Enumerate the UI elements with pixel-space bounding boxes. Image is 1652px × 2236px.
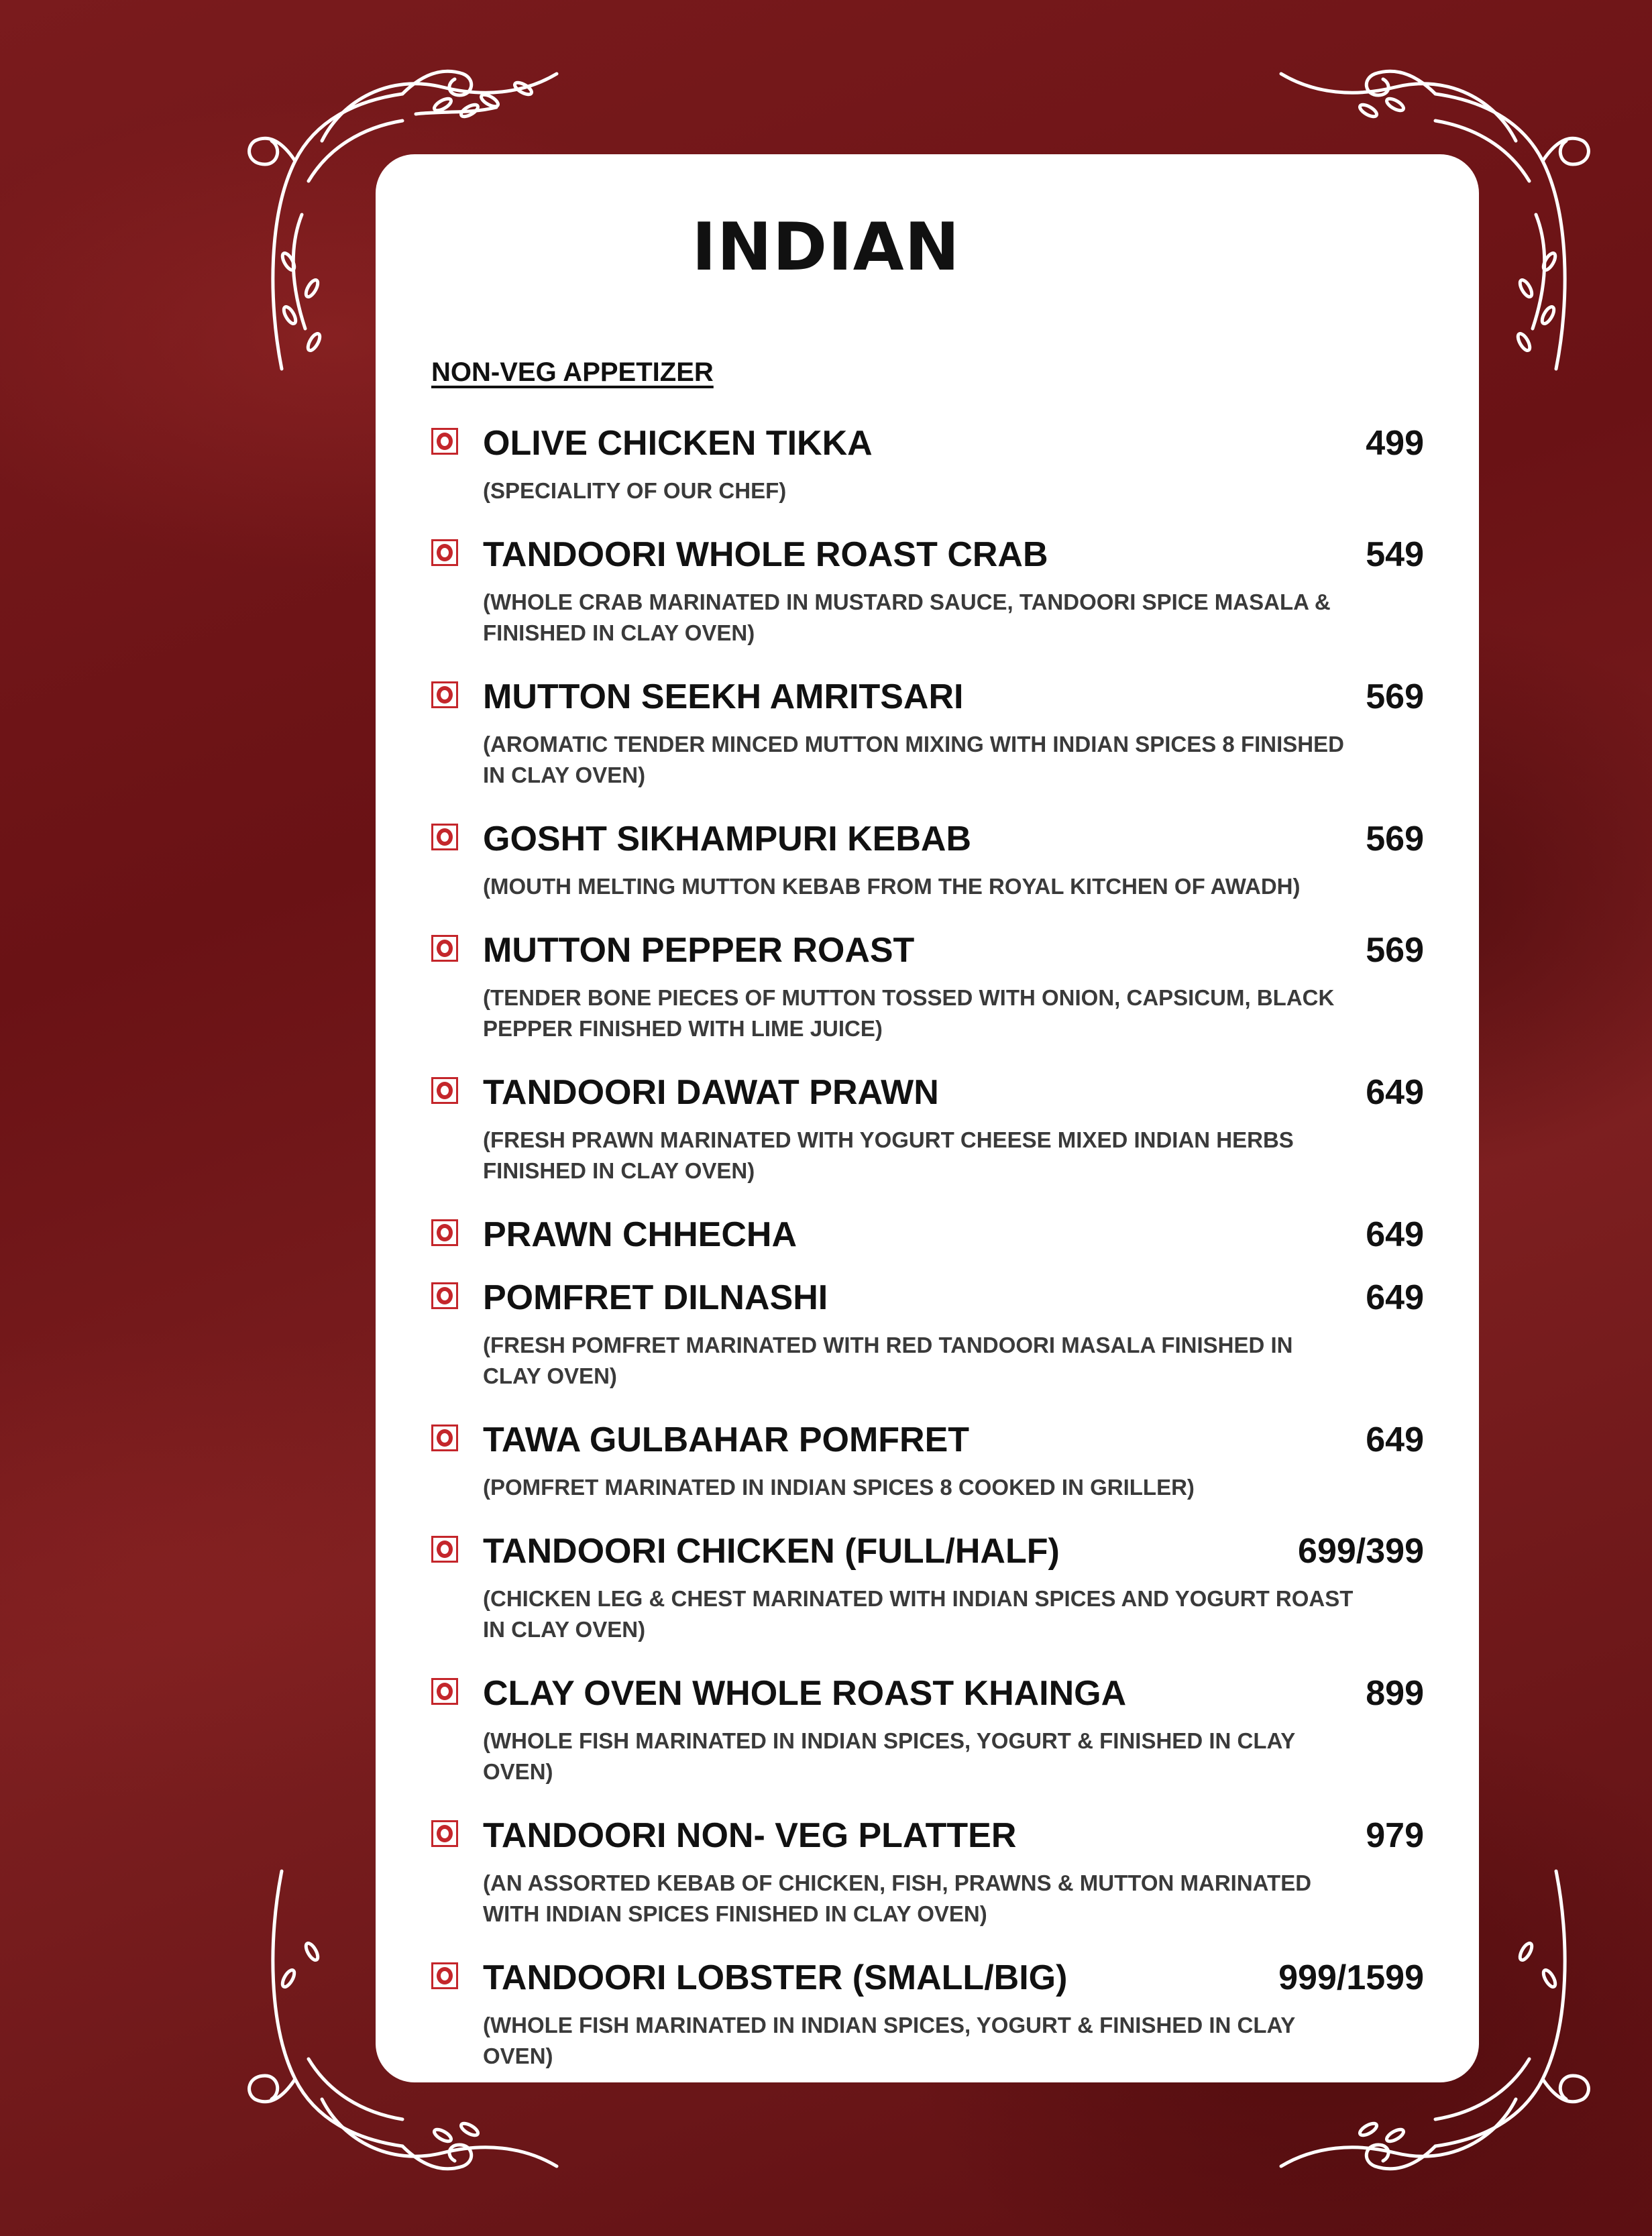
menu-item-description: (WHOLE FISH MARINATED IN INDIAN SPICES, YOGURT & FINISHED IN CLAY OVEN) <box>483 2013 1295 2068</box>
menu-item-name: TANDOORI CHICKEN (FULL/HALF) <box>483 1532 1060 1571</box>
non-veg-symbol-icon <box>431 1962 458 1989</box>
menu-item-name: POMFRET DILNASHI <box>483 1278 828 1317</box>
menu-item-price: 499 <box>1366 424 1424 463</box>
menu-item-price: 979 <box>1366 1816 1424 1855</box>
menu-item-header <box>483 1068 1424 1115</box>
page-title: INDIAN <box>692 209 960 286</box>
menu-item <box>431 1274 1424 1392</box>
menu-item-header <box>483 1669 1424 1716</box>
menu-item-name: TANDOORI WHOLE ROAST CRAB <box>483 535 1048 574</box>
section-heading: NON-VEG APPETIZER <box>431 357 714 387</box>
menu-item-header <box>483 1811 1424 1858</box>
non-veg-symbol-icon <box>431 1424 458 1451</box>
non-veg-symbol-icon <box>431 539 458 566</box>
menu-item-header <box>483 673 1424 720</box>
menu-item-name: PRAWN CHHECHA <box>483 1215 797 1254</box>
menu-item-description: (AROMATIC TENDER MINCED MUTTON MIXING WITH INDIAN SPICES 8 FINISHED IN CLAY OVEN) <box>483 732 1344 787</box>
menu-item-price: 649 <box>1366 1073 1424 1112</box>
menu-item-description: (FRESH POMFRET MARINATED WITH RED TANDOORI MASALA FINISHED IN CLAY OVEN) <box>483 1333 1293 1388</box>
non-veg-symbol-icon <box>431 1820 458 1847</box>
menu-item <box>431 1669 1424 1787</box>
menu-item-name: TANDOORI LOBSTER (SMALL/BIG) <box>483 1958 1068 1997</box>
menu-item-list <box>431 419 1424 2096</box>
non-veg-symbol-icon <box>431 1219 458 1246</box>
menu-item-header <box>483 1274 1424 1321</box>
menu-item-price: 649 <box>1366 1420 1424 1459</box>
menu-item-description: (SPECIALITY OF OUR CHEF) <box>483 478 787 503</box>
menu-item-description: (POMFRET MARINATED IN INDIAN SPICES 8 COOKED IN GRILLER) <box>483 1475 1195 1500</box>
non-veg-symbol-icon <box>431 681 458 708</box>
menu-item <box>431 1068 1424 1186</box>
menu-item-header <box>483 530 1424 577</box>
menu-item-header <box>483 1527 1424 1574</box>
non-veg-symbol-icon <box>431 824 458 850</box>
menu-item-name: TANDOORI DAWAT PRAWN <box>483 1073 939 1112</box>
non-veg-symbol-icon <box>431 935 458 962</box>
menu-item-name: MUTTON PEPPER ROAST <box>483 931 915 970</box>
menu-item <box>431 1416 1424 1503</box>
non-veg-symbol-icon <box>431 1678 458 1705</box>
menu-item-description: (MOUTH MELTING MUTTON KEBAB FROM THE ROYAL KITCHEN OF AWADH) <box>483 874 1301 899</box>
menu-item-price: 569 <box>1366 820 1424 858</box>
menu-item-price: 699/399 <box>1298 1532 1424 1571</box>
menu-item-price: 899 <box>1366 1674 1424 1713</box>
menu-item-price: 649 <box>1366 1278 1424 1317</box>
menu-item-description: (TENDER BONE PIECES OF MUTTON TOSSED WITH ONION, CAPSICUM, BLACK PEPPER FINISHED WITH LIME JUICE) <box>483 985 1335 1041</box>
non-veg-symbol-icon <box>431 1282 458 1309</box>
menu-item-header <box>483 419 1424 466</box>
menu-item-description: (FRESH PRAWN MARINATED WITH YOGURT CHEESE MIXED INDIAN HERBS FINISHED IN CLAY OVEN) <box>483 1127 1294 1183</box>
menu-item-description: (AN ASSORTED KEBAB OF CHICKEN, FISH, PRAWNS & MUTTON MARINATED WITH INDIAN SPICES FINISHED IN CLAY OVEN) <box>483 1870 1312 1926</box>
menu-item-price: 999/1599 <box>1278 1958 1424 1997</box>
menu-item-name: CLAY OVEN WHOLE ROAST KHAINGA <box>483 1674 1127 1713</box>
menu-item <box>431 1527 1424 1645</box>
non-veg-symbol-icon <box>431 1536 458 1563</box>
menu-item-price: 569 <box>1366 931 1424 970</box>
menu-item <box>431 673 1424 791</box>
menu-item-header <box>483 926 1424 973</box>
menu-item-price: 649 <box>1366 1215 1424 1254</box>
non-veg-symbol-icon <box>431 428 458 455</box>
menu-item <box>431 815 1424 902</box>
menu-item-header <box>483 1416 1424 1463</box>
menu-item <box>431 530 1424 649</box>
menu-item-description: (CHICKEN LEG & CHEST MARINATED WITH INDIAN SPICES AND YOGURT ROAST IN CLAY OVEN) <box>483 1586 1354 1642</box>
menu-item-header <box>483 1211 1424 1257</box>
menu-item-header <box>483 815 1424 862</box>
menu-item <box>431 419 1424 506</box>
menu-item <box>431 1811 1424 1930</box>
menu-item-name: GOSHT SIKHAMPURI KEBAB <box>483 820 972 858</box>
menu-item-name: TAWA GULBAHAR POMFRET <box>483 1420 970 1459</box>
menu-item-name: TANDOORI NON- VEG PLATTER <box>483 1816 1017 1855</box>
menu-item-description: (WHOLE CRAB MARINATED IN MUSTARD SAUCE, TANDOORI SPICE MASALA & FINISHED IN CLAY OVEN) <box>483 590 1331 645</box>
menu-item <box>431 1954 1424 2072</box>
menu-item-header <box>483 1954 1424 2001</box>
menu-item-description: (WHOLE FISH MARINATED IN INDIAN SPICES, YOGURT & FINISHED IN CLAY OVEN) <box>483 1728 1295 1784</box>
menu-item-name: MUTTON SEEKH AMRITSARI <box>483 677 964 716</box>
menu-item-name: OLIVE CHICKEN TIKKA <box>483 424 873 463</box>
menu-item <box>431 1211 1424 1257</box>
menu-item <box>431 926 1424 1044</box>
non-veg-symbol-icon <box>431 1077 458 1104</box>
menu-item-price: 549 <box>1366 535 1424 574</box>
menu-item-price: 569 <box>1366 677 1424 716</box>
